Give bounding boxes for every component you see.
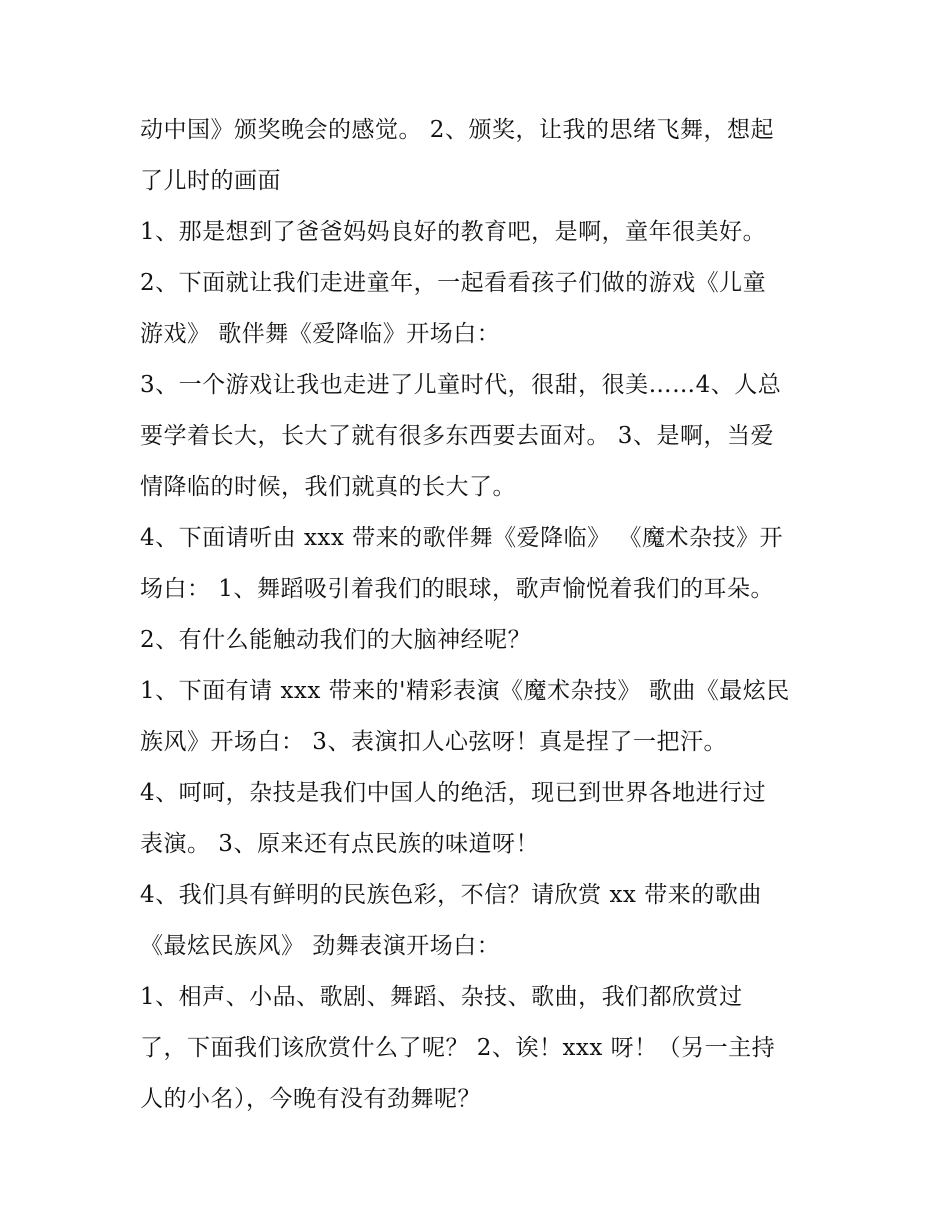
text-line: 族风》开场白： 3、表演扣人心弦呀！真是捏了一把汗。 [140, 729, 727, 755]
text-line: 了，下面我们该欣赏什么了呢？ 2、诶！xxx 呀！（另一主持 [140, 1035, 776, 1061]
text-line: 2、有什么能触动我们的大脑神经呢？ [140, 627, 532, 653]
text-line: 2、下面就让我们走进童年，一起看看孩子们做的游戏《儿童 [140, 270, 767, 296]
text-line: 《最炫民族风》 劲舞表演开场白： [140, 933, 501, 959]
text-line: 情降临的时候，我们就真的长大了。 [140, 474, 516, 500]
text-line: 4、下面请听由 xxx 带来的歌伴舞《爱降临》 《魔术杂技》开 [140, 525, 783, 551]
text-line: 3、一个游戏让我也走进了儿童时代，很甜，很美……4、人总 [140, 372, 782, 398]
text-line: 4、我们具有鲜明的民族色彩，不信？请欣赏 xx 带来的歌曲 [140, 882, 762, 908]
text-line: 了儿时的画面 [140, 168, 281, 194]
text-line: 表演。 3、原来还有点民族的味道呀！ [140, 831, 539, 857]
text-line: 动中国》颁奖晚会的感觉。 2、颁奖，让我的思绪飞舞，想起 [140, 117, 774, 143]
text-line: 人的小名），今晚有没有劲舞呢？ [140, 1086, 481, 1112]
text-line: 要学着长大，长大了就有很多东西要去面对。 3、是啊，当爱 [140, 423, 774, 449]
text-line: 1、那是想到了爸爸妈妈良好的教育吧，是啊，童年很美好。 [140, 219, 767, 245]
text-line: 游戏》 歌伴舞《爱降临》开场白： [140, 321, 501, 347]
text-line: 1、相声、小品、歌剧、舞蹈、杂技、歌曲，我们都欣赏过 [140, 984, 743, 1010]
text-line: 4、呵呵，杂技是我们中国人的绝活，现已到世界各地进行过 [140, 780, 767, 806]
text-line: 场白： 1、舞蹈吸引着我们的眼球，歌声愉悦着我们的耳朵。 [140, 576, 774, 602]
text-line: 1、下面有请 xxx 带来的'精彩表演《魔术杂技》 歌曲《最炫民 [140, 678, 790, 704]
